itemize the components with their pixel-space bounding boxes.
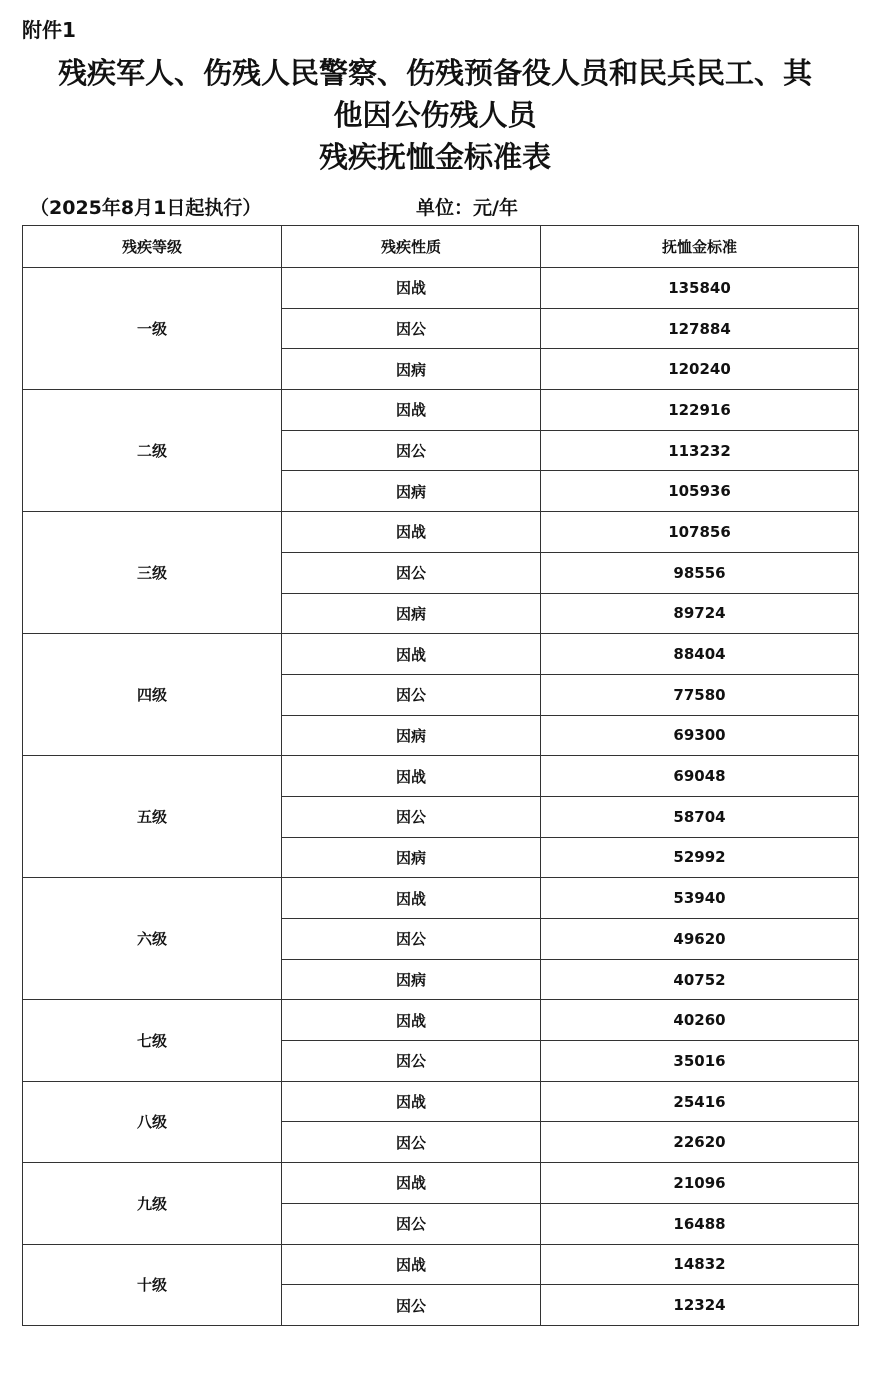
disability-nature-cell: 因战 [282,1163,541,1204]
disability-nature-cell: 因战 [282,268,541,309]
table-row [23,634,859,675]
pension-amount-cell: 122916 [541,390,859,431]
disability-nature-cell: 因战 [282,1081,541,1122]
disability-nature-cell: 因公 [282,1041,541,1082]
pension-amount-cell: 53940 [541,878,859,919]
table-row [23,1000,859,1041]
pension-amount-cell: 89724 [541,593,859,634]
table-row [23,1163,859,1204]
disability-nature-cell: 因公 [282,308,541,349]
disability-nature-cell: 因公 [282,919,541,960]
pension-amount-cell: 52992 [541,837,859,878]
disability-level-cell: 五级 [23,756,282,878]
pension-amount-cell: 16488 [541,1203,859,1244]
pension-amount-cell: 25416 [541,1081,859,1122]
table-row [23,1081,859,1122]
disability-nature-cell: 因病 [282,593,541,634]
disability-nature-cell: 因战 [282,1000,541,1041]
pension-amount-cell: 40260 [541,1000,859,1041]
disability-level-cell: 十级 [23,1244,282,1325]
disability-nature-cell: 因公 [282,674,541,715]
table-row [23,390,859,431]
table-row [23,512,859,553]
pension-amount-cell: 77580 [541,674,859,715]
disability-nature-cell: 因公 [282,796,541,837]
header-disability-nature: 残疾性质 [282,226,541,268]
pension-amount-cell: 40752 [541,959,859,1000]
title-line-1: 残疾军人、伤残人民警察、伤残预备役人员和民兵民工、其 [57,56,812,90]
disability-nature-cell: 因公 [282,552,541,593]
pension-amount-cell: 98556 [541,552,859,593]
disability-level-cell: 九级 [23,1163,282,1244]
pension-amount-cell: 35016 [541,1041,859,1082]
table-row [23,1244,859,1285]
title-line-3: 残疾抚恤金标准表 [318,140,551,174]
table-row [23,268,859,309]
disability-nature-cell: 因公 [282,1203,541,1244]
pension-amount-cell: 135840 [541,268,859,309]
effective-date: （2025年8月1日起执行） [30,197,262,219]
disability-nature-cell: 因病 [282,837,541,878]
disability-level-cell: 三级 [23,512,282,634]
disability-nature-cell: 因病 [282,471,541,512]
disability-level-cell: 二级 [23,390,282,512]
disability-nature-cell: 因病 [282,715,541,756]
disability-nature-cell: 因战 [282,756,541,797]
pension-amount-cell: 12324 [541,1285,859,1326]
disability-level-cell: 四级 [23,634,282,756]
pension-amount-cell: 105936 [541,471,859,512]
disability-nature-cell: 因公 [282,430,541,471]
disability-nature-cell: 因战 [282,634,541,675]
unit-label: 单位：元/年 [416,197,518,219]
disability-nature-cell: 因病 [282,349,541,390]
table-row [23,878,859,919]
table-body [23,268,859,1326]
pension-amount-cell: 107856 [541,512,859,553]
pension-amount-cell: 49620 [541,919,859,960]
disability-nature-cell: 因公 [282,1122,541,1163]
header-pension-standard: 抚恤金标准 [541,226,859,268]
table-header-row [23,226,859,268]
disability-nature-cell: 因战 [282,512,541,553]
disability-nature-cell: 因公 [282,1285,541,1326]
title-line-2: 他因公伤残人员 [333,98,537,132]
pension-amount-cell: 21096 [541,1163,859,1204]
pension-amount-cell: 88404 [541,634,859,675]
pension-amount-cell: 22620 [541,1122,859,1163]
pension-amount-cell: 69048 [541,756,859,797]
pension-amount-cell: 127884 [541,308,859,349]
pension-amount-cell: 14832 [541,1244,859,1285]
disability-nature-cell: 因病 [282,959,541,1000]
disability-level-cell: 八级 [23,1081,282,1162]
pension-standard-table [22,225,859,1326]
attachment-label: 附件1 [22,18,76,42]
disability-nature-cell: 因战 [282,1244,541,1285]
pension-amount-cell: 113232 [541,430,859,471]
document-title [0,52,870,178]
disability-nature-cell: 因战 [282,878,541,919]
table-row [23,756,859,797]
disability-level-cell: 一级 [23,268,282,390]
pension-amount-cell: 58704 [541,796,859,837]
pension-amount-cell: 120240 [541,349,859,390]
pension-amount-cell: 69300 [541,715,859,756]
disability-level-cell: 七级 [23,1000,282,1081]
header-disability-level: 残疾等级 [23,226,282,268]
disability-nature-cell: 因战 [282,390,541,431]
disability-level-cell: 六级 [23,878,282,1000]
